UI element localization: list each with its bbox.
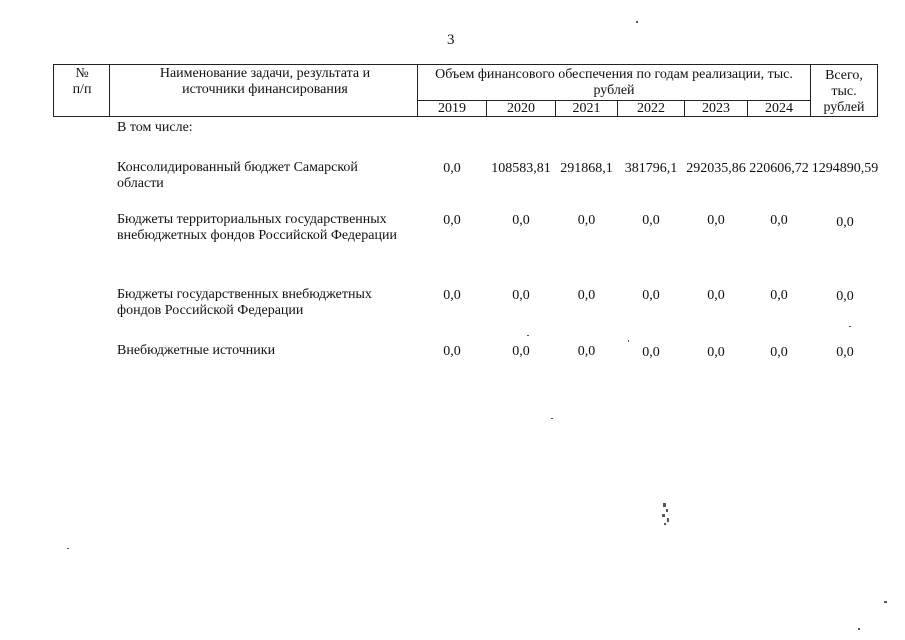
row-value: 108583,81 [491,161,551,176]
scan-speck [666,509,668,512]
scan-speck [636,21,638,23]
year-cell: 2020 [507,101,535,116]
scan-speck [527,335,529,336]
row-total: 1294890,59 [811,161,879,176]
row-value: 0,0 [443,161,461,176]
year-cell: 2021 [572,101,601,116]
row-label: Внебюджетные источники [117,343,276,358]
subheading: В том числе: [117,120,193,135]
header-total: Всего, тыс. рублей [823,68,865,115]
row-value: 0,0 [577,213,596,228]
row-value: 0,0 [770,288,788,303]
header-name: Наименование задачи, результата и источники финансирования [159,66,371,97]
page-number: 3 [447,32,455,48]
year-cell: 2019 [438,101,466,116]
row-value: 0,0 [443,344,461,359]
scan-speck [551,418,553,419]
row-value: 291868,1 [560,161,613,176]
divider [810,64,811,117]
row-value: 0,0 [642,345,660,360]
row-value: 0,0 [707,213,725,228]
scan-speck [628,340,629,342]
year-cell: 2024 [765,101,793,116]
divider [109,64,110,117]
row-label: Бюджеты государственных внебюджетных фондов Российской Федерации [117,287,372,318]
row-total: 0,0 [836,289,854,304]
row-value: 0,0 [512,344,530,359]
row-value: 0,0 [512,213,530,228]
row-value: 381796,1 [624,161,678,176]
header-num-text: № п/п [72,66,92,97]
scan-speck [67,548,69,549]
year-cell: 2022 [637,101,665,116]
row-value: 0,0 [642,288,660,303]
row-value: 0,0 [707,288,725,303]
row-value: 0,0 [443,288,461,303]
header-num [55,66,109,98]
row-label: Бюджеты территориальных государственных внебюджетных фондов Российской Федерации [117,212,397,243]
row-value: 0,0 [707,345,725,360]
scan-speck [849,326,851,327]
row-value: 220606,72 [749,161,809,176]
row-total: 0,0 [836,215,854,230]
scan-speck [664,523,666,525]
scan-speck [662,514,665,517]
row-total: 0,0 [836,345,854,360]
row-value: 0,0 [577,344,596,359]
row-value: 292035,86 [686,161,746,176]
header-volume: Объем финансового обеспечения по годам реализации, тыс. рублей [435,67,793,98]
year-cell: 2023 [702,101,730,116]
row-label: Консолидированный бюджет Самарской области [117,160,358,191]
row-value: 0,0 [512,288,530,303]
row-value: 0,0 [642,213,660,228]
scan-speck [667,518,669,522]
row-value: 0,0 [443,213,461,228]
scan-speck [884,601,887,603]
row-value: 0,0 [577,288,596,303]
row-value: 0,0 [770,345,788,360]
row-value: 0,0 [770,213,788,228]
scan-speck [858,628,860,630]
scan-speck [663,503,666,507]
